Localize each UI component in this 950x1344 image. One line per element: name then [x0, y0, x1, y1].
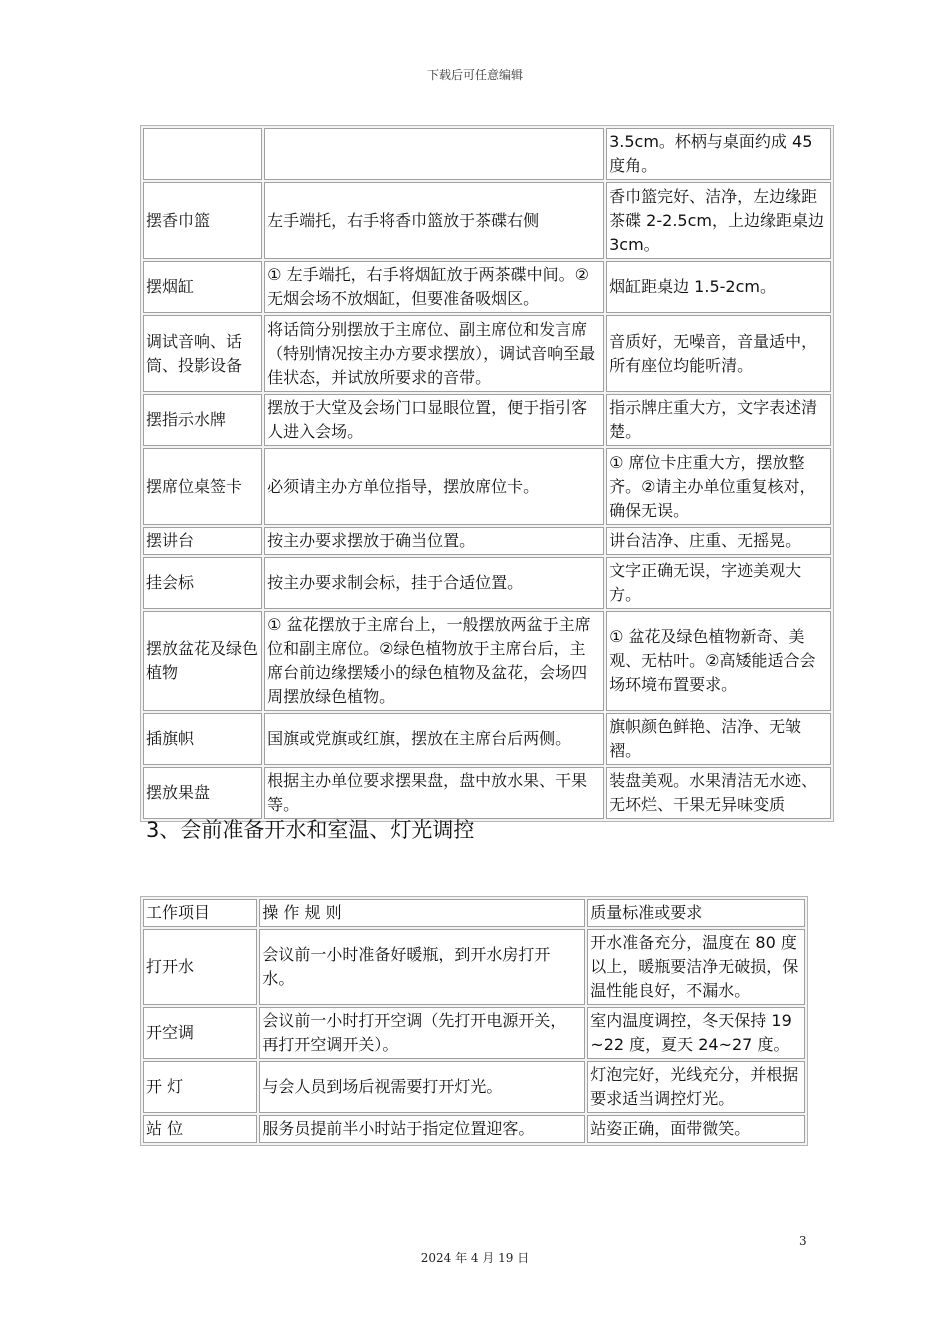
- operation-rule-cell: 根据主办单位要求摆果盘，盘中放水果、干果等。: [264, 767, 604, 819]
- work-item-cell: 开 灯: [143, 1061, 257, 1113]
- quality-standard-cell: ① 席位卡庄重大方，摆放整齐。②请主办单位重复核对，确保无误。: [606, 448, 831, 525]
- page-number: 3: [799, 1234, 807, 1248]
- section-heading: 3、会前准备开水和室温、灯光调控: [146, 818, 475, 842]
- table-row: [143, 1061, 805, 1113]
- column-header-work-item: 工作项目: [143, 899, 257, 927]
- table-row: [143, 713, 831, 765]
- table-row: [143, 182, 831, 259]
- quality-standard-cell: 开水准备充分，温度在 80 度以上，暖瓶要洁净无破损，保温性能良好，不漏水。: [587, 929, 805, 1005]
- quality-standard-cell: 站姿正确，面带微笑。: [587, 1115, 805, 1143]
- work-item-cell: 插旗帜: [143, 713, 262, 765]
- water-temperature-lighting-table: [140, 896, 808, 1146]
- table-row: [143, 1115, 805, 1143]
- work-item-cell: 调试音响、话筒、投影设备: [143, 315, 262, 392]
- table-row: [143, 929, 805, 1005]
- work-item-cell: 挂会标: [143, 557, 262, 609]
- quality-standard-cell: 装盘美观。水果清洁无水迹、无坏烂、干果无异味变质: [606, 767, 831, 819]
- quality-standard-cell: 讲台洁净、庄重、无摇晃。: [606, 527, 831, 555]
- operation-rule-cell: 按主办要求制会标，挂于合适位置。: [264, 557, 604, 609]
- table-row: [143, 557, 831, 609]
- operation-rule-cell: 会议前一小时准备好暖瓶，到开水房打开水。: [259, 929, 585, 1005]
- quality-standard-cell: ① 盆花及绿色植物新奇、美观、无枯叶。②高矮能适合会场环境布置要求。: [606, 611, 831, 711]
- table-row: [143, 128, 831, 180]
- work-item-cell: 摆指示水牌: [143, 394, 262, 446]
- work-item-cell: 开空调: [143, 1007, 257, 1059]
- quality-standard-cell: 烟缸距桌边 1.5-2cm。: [606, 261, 831, 313]
- operation-rule-cell: 服务员提前半小时站于指定位置迎客。: [259, 1115, 585, 1143]
- work-item-cell: 摆讲台: [143, 527, 262, 555]
- operation-rule-cell: ① 左手端托，右手将烟缸放于两茶碟中间。②无烟会场不放烟缸，但要准备吸烟区。: [264, 261, 604, 313]
- column-header-operation-rule: 操 作 规 则: [259, 899, 585, 927]
- work-item-cell: 摆席位桌签卡: [143, 448, 262, 525]
- table-row: [143, 394, 831, 446]
- table-row: [143, 611, 831, 711]
- operation-rule-cell: 必须请主办方单位指导，摆放席位卡。: [264, 448, 604, 525]
- work-item-cell: 摆放盆花及绿色植物: [143, 611, 262, 711]
- page-footer-date: 2024 年 4 月 19 日: [420, 1251, 530, 1265]
- table-row: [143, 527, 831, 555]
- table-row: [143, 1007, 805, 1059]
- page-header: 下载后可任意编辑: [426, 68, 523, 82]
- quality-standard-cell: 室内温度调控，冬天保持 19~22 度，夏天 24~27 度。: [587, 1007, 805, 1059]
- meeting-setup-table: [140, 125, 834, 822]
- operation-rule-cell: 将话筒分别摆放于主席位、副主席位和发言席（特别情况按主办方要求摆放），调试音响至最佳状态，并试放所要求的音带。: [264, 315, 604, 392]
- quality-standard-cell: 指示牌庄重大方，文字表述清楚。: [606, 394, 831, 446]
- quality-standard-cell: 香巾篮完好、洁净，左边缘距茶碟 2-2.5cm，上边缘距桌边 3cm。: [606, 182, 831, 259]
- quality-standard-cell: 文字正确无误，字迹美观大方。: [606, 557, 831, 609]
- operation-rule-cell: ① 盆花摆放于主席台上，一般摆放两盆于主席位和副主席位。②绿色植物放于主席台后，主席台前边缘摆矮小的绿色植物及盆花，会场四周摆放绿色植物。: [264, 611, 604, 711]
- work-item-cell: 摆烟缸: [143, 261, 262, 313]
- work-item-cell: 站 位: [143, 1115, 257, 1143]
- quality-standard-cell: 音质好，无噪音，音量适中，所有座位均能听清。: [606, 315, 831, 392]
- quality-standard-cell: 旗帜颜色鲜艳、洁净、无皱褶。: [606, 713, 831, 765]
- work-item-cell: 打开水: [143, 929, 257, 1005]
- operation-rule-cell: 与会人员到场后视需要打开灯光。: [259, 1061, 585, 1113]
- operation-rule-cell: 摆放于大堂及会场门口显眼位置，便于指引客人进入会场。: [264, 394, 604, 446]
- column-header-quality-standard: 质量标准或要求: [587, 899, 805, 927]
- operation-rule-cell: 国旗或党旗或红旗，摆放在主席台后两侧。: [264, 713, 604, 765]
- table-header-row: [143, 899, 805, 927]
- work-item-cell: [143, 128, 262, 180]
- work-item-cell: 摆放果盘: [143, 767, 262, 819]
- operation-rule-cell: [264, 128, 604, 180]
- table-row: [143, 767, 831, 819]
- operation-rule-cell: 左手端托，右手将香巾篮放于茶碟右侧: [264, 182, 604, 259]
- quality-standard-cell: 3.5cm。杯柄与桌面约成 45 度角。: [606, 128, 831, 180]
- operation-rule-cell: 按主办要求摆放于确当位置。: [264, 527, 604, 555]
- operation-rule-cell: 会议前一小时打开空调（先打开电源开关，再打开空调开关）。: [259, 1007, 585, 1059]
- quality-standard-cell: 灯泡完好，光线充分，并根据要求适当调控灯光。: [587, 1061, 805, 1113]
- table-row: [143, 261, 831, 313]
- work-item-cell: 摆香巾篮: [143, 182, 262, 259]
- table-row: [143, 448, 831, 525]
- table-row: [143, 315, 831, 392]
